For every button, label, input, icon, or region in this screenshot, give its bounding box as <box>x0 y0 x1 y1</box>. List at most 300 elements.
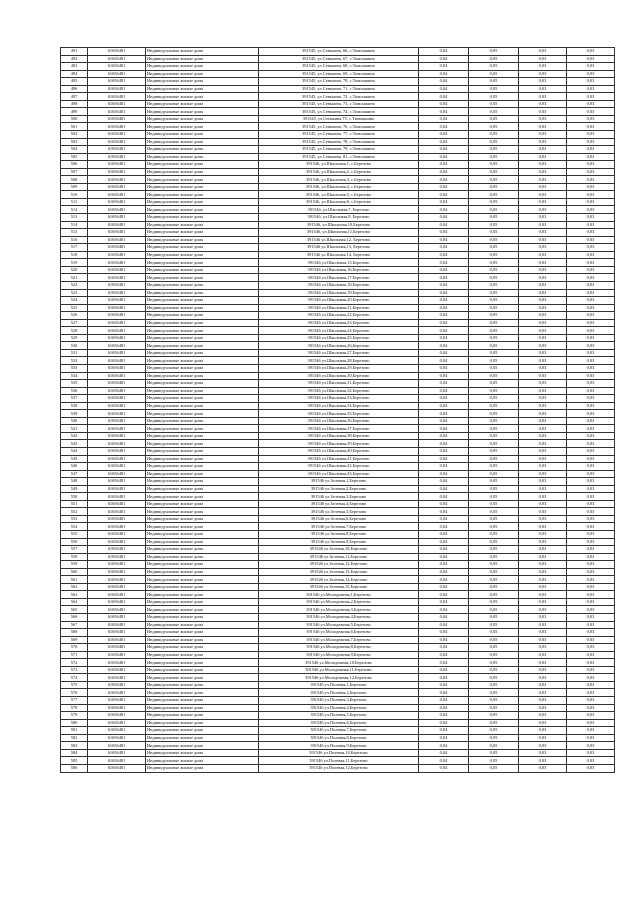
table-row <box>61 183 615 191</box>
row-address: 391546 ул.Школьная,43,Березово <box>259 470 419 478</box>
row-value-1: 0,04 <box>419 266 469 274</box>
row-value-2: 0,05 <box>469 191 519 199</box>
row-number: 500 <box>61 115 88 123</box>
row-value-3: 0,03 <box>519 764 567 772</box>
row-number: 578 <box>61 704 88 712</box>
row-number: 524 <box>61 297 88 305</box>
row-address: 391545, ул.Сенькина, 69, с.Тимошкино <box>259 70 419 78</box>
row-number: 581 <box>61 727 88 735</box>
row-value-1: 0,04 <box>419 764 469 772</box>
row-value-3: 0,03 <box>519 312 567 320</box>
row-number: 520 <box>61 266 88 274</box>
row-type: Индивидуальные жилые дома <box>146 493 259 501</box>
row-number: 559 <box>61 561 88 569</box>
row-address: 391546 ул.Зеленая,6,Березово <box>259 515 419 523</box>
row-type: Индивидуальные жилые дома <box>146 364 259 372</box>
row-value-2: 0,05 <box>469 387 519 395</box>
row-code: 61656481 <box>88 281 146 289</box>
row-value-3: 0,03 <box>519 659 567 667</box>
row-type: Индивидуальные жилые дома <box>146 214 259 222</box>
row-number: 552 <box>61 508 88 516</box>
row-number: 583 <box>61 742 88 750</box>
table-row <box>61 229 615 237</box>
row-value-2: 0,05 <box>469 455 519 463</box>
row-code: 61656481 <box>88 168 146 176</box>
table-row <box>61 357 615 365</box>
row-value-1: 0,04 <box>419 666 469 674</box>
row-value-4: 0,03 <box>567 470 615 478</box>
row-value-2: 0,05 <box>469 515 519 523</box>
row-address: 391546 ул.Школьная,37,Березово <box>259 425 419 433</box>
row-type: Индивидуальные жилые дома <box>146 372 259 380</box>
table-row <box>61 364 615 372</box>
row-address: 391546 ул.Школьная,33,Березово <box>259 395 419 403</box>
row-type: Индивидуальные жилые дома <box>146 274 259 282</box>
row-code: 61656481 <box>88 719 146 727</box>
row-number: 497 <box>61 93 88 101</box>
row-value-1: 0,04 <box>419 395 469 403</box>
row-value-2: 0,05 <box>469 304 519 312</box>
row-code: 61656481 <box>88 629 146 637</box>
row-number: 573 <box>61 666 88 674</box>
row-value-1: 0,04 <box>419 259 469 267</box>
row-value-3: 0,03 <box>519 697 567 705</box>
table-row <box>61 546 615 554</box>
row-value-1: 0,04 <box>419 93 469 101</box>
table-row <box>61 312 615 320</box>
row-address: 391545, ул.Сенькина,75, с.Тимошкино <box>259 115 419 123</box>
table-row <box>61 478 615 486</box>
row-code: 61656481 <box>88 85 146 93</box>
row-code: 61656481 <box>88 447 146 455</box>
row-value-1: 0,04 <box>419 297 469 305</box>
row-value-2: 0,05 <box>469 614 519 622</box>
table-row <box>61 561 615 569</box>
row-value-2: 0,05 <box>469 500 519 508</box>
row-value-4: 0,03 <box>567 629 615 637</box>
row-number: 565 <box>61 606 88 614</box>
row-value-4: 0,03 <box>567 281 615 289</box>
row-address: 391546 ул.Зеленая,11,Березово <box>259 553 419 561</box>
row-code: 61656481 <box>88 681 146 689</box>
row-type: Индивидуальные жилые дома <box>146 229 259 237</box>
row-number: 527 <box>61 319 88 327</box>
row-value-2: 0,05 <box>469 523 519 531</box>
row-value-2: 0,05 <box>469 312 519 320</box>
row-value-1: 0,04 <box>419 289 469 297</box>
row-type: Индивидуальные жилые дома <box>146 659 259 667</box>
row-code: 61656481 <box>88 500 146 508</box>
row-code: 61656481 <box>88 666 146 674</box>
row-value-4: 0,03 <box>567 161 615 169</box>
row-code: 61656481 <box>88 644 146 652</box>
row-value-2: 0,05 <box>469 734 519 742</box>
row-value-4: 0,03 <box>567 387 615 395</box>
row-type: Индивидуальные жилые дома <box>146 704 259 712</box>
row-type: Индивидуальные жилые дома <box>146 387 259 395</box>
row-value-3: 0,03 <box>519 153 567 161</box>
row-value-4: 0,03 <box>567 666 615 674</box>
row-value-1: 0,04 <box>419 606 469 614</box>
row-value-2: 0,05 <box>469 153 519 161</box>
table-row <box>61 100 615 108</box>
row-value-1: 0,04 <box>419 410 469 418</box>
row-number: 513 <box>61 214 88 222</box>
row-address: 391546 ул.Молодежная,4,Березово <box>259 614 419 622</box>
row-value-4: 0,03 <box>567 274 615 282</box>
row-address: 391546 ул.Зеленая,2,Березово <box>259 485 419 493</box>
row-value-3: 0,03 <box>519 108 567 116</box>
row-code: 61656481 <box>88 757 146 765</box>
row-type: Индивидуальные жилые дома <box>146 297 259 305</box>
row-code: 61656481 <box>88 183 146 191</box>
row-address: 391546, ул.Школьная,11,Березово <box>259 229 419 237</box>
row-code: 61656481 <box>88 463 146 471</box>
row-type: Индивидуальные жилые дома <box>146 289 259 297</box>
row-address: 391546 ул.Школьная,42,Березово <box>259 463 419 471</box>
row-value-4: 0,03 <box>567 334 615 342</box>
row-value-2: 0,05 <box>469 380 519 388</box>
row-value-3: 0,03 <box>519 704 567 712</box>
row-code: 61656481 <box>88 78 146 86</box>
row-type: Индивидуальные жилые дома <box>146 417 259 425</box>
row-address: 391546 ул.Зеленая,15,Березово <box>259 583 419 591</box>
row-code: 61656481 <box>88 364 146 372</box>
row-value-3: 0,03 <box>519 546 567 554</box>
row-number: 558 <box>61 553 88 561</box>
row-number: 557 <box>61 546 88 554</box>
table-body <box>61 48 615 773</box>
row-address: 391546 ул.Полевая,9,Березово <box>259 742 419 750</box>
row-value-3: 0,03 <box>519 93 567 101</box>
row-code: 61656481 <box>88 387 146 395</box>
row-value-4: 0,03 <box>567 266 615 274</box>
row-value-1: 0,04 <box>419 493 469 501</box>
row-value-4: 0,03 <box>567 463 615 471</box>
row-value-2: 0,05 <box>469 342 519 350</box>
row-value-3: 0,03 <box>519 349 567 357</box>
row-value-4: 0,03 <box>567 478 615 486</box>
table-row <box>61 168 615 176</box>
row-code: 61656481 <box>88 425 146 433</box>
row-type: Индивидуальные жилые дома <box>146 319 259 327</box>
table-row <box>61 304 615 312</box>
row-value-1: 0,04 <box>419 712 469 720</box>
row-code: 61656481 <box>88 380 146 388</box>
row-value-4: 0,03 <box>567 319 615 327</box>
row-number: 499 <box>61 108 88 116</box>
row-number: 567 <box>61 621 88 629</box>
row-value-2: 0,05 <box>469 636 519 644</box>
row-address: 391546 ул.Школьная,31,Березово <box>259 380 419 388</box>
row-value-3: 0,03 <box>519 206 567 214</box>
row-value-3: 0,03 <box>519 372 567 380</box>
row-address: 391546 ул.Полевая,2,Березово <box>259 689 419 697</box>
row-value-4: 0,03 <box>567 115 615 123</box>
row-address: 391546, ул.Школьная,1, с.Березово <box>259 161 419 169</box>
row-type: Индивидуальные жилые дома <box>146 712 259 720</box>
table-row <box>61 221 615 229</box>
row-value-2: 0,05 <box>469 463 519 471</box>
row-type: Индивидуальные жилые дома <box>146 115 259 123</box>
row-value-1: 0,04 <box>419 417 469 425</box>
row-value-4: 0,03 <box>567 531 615 539</box>
row-value-3: 0,03 <box>519 281 567 289</box>
row-address: 391546 ул.Зеленая,7,Березово <box>259 523 419 531</box>
row-value-3: 0,03 <box>519 568 567 576</box>
row-code: 61656481 <box>88 485 146 493</box>
row-value-3: 0,03 <box>519 78 567 86</box>
row-value-1: 0,04 <box>419 153 469 161</box>
row-value-1: 0,04 <box>419 183 469 191</box>
table-row <box>61 749 615 757</box>
row-address: 391546 ул.Школьная,39,Березово <box>259 440 419 448</box>
row-value-3: 0,03 <box>519 598 567 606</box>
row-address: 391545, ул.Сенькина, 71, с.Тимошкино <box>259 85 419 93</box>
table-row <box>61 515 615 523</box>
row-number: 544 <box>61 447 88 455</box>
row-type: Индивидуальные жилые дома <box>146 749 259 757</box>
row-code: 61656481 <box>88 576 146 584</box>
row-value-1: 0,04 <box>419 651 469 659</box>
row-code: 61656481 <box>88 48 146 56</box>
row-type: Индивидуальные жилые дома <box>146 500 259 508</box>
row-type: Индивидуальные жилые дома <box>146 651 259 659</box>
row-number: 507 <box>61 168 88 176</box>
row-value-2: 0,05 <box>469 108 519 116</box>
row-value-4: 0,03 <box>567 440 615 448</box>
row-value-4: 0,03 <box>567 757 615 765</box>
row-number: 519 <box>61 259 88 267</box>
row-number: 522 <box>61 281 88 289</box>
row-address: 391546 ул.Полевая,3,Березово <box>259 697 419 705</box>
table-row <box>61 206 615 214</box>
row-number: 548 <box>61 478 88 486</box>
row-code: 61656481 <box>88 515 146 523</box>
row-code: 61656481 <box>88 131 146 139</box>
row-value-4: 0,03 <box>567 598 615 606</box>
row-number: 505 <box>61 153 88 161</box>
row-address: 391546, ул.Школьная,10,Березово <box>259 221 419 229</box>
row-value-4: 0,03 <box>567 749 615 757</box>
row-address: 391546 ул.Зеленая,8,Березово <box>259 531 419 539</box>
row-value-1: 0,04 <box>419 614 469 622</box>
row-value-2: 0,05 <box>469 229 519 237</box>
row-number: 493 <box>61 63 88 71</box>
row-code: 61656481 <box>88 508 146 516</box>
row-value-4: 0,03 <box>567 591 615 599</box>
row-value-3: 0,03 <box>519 463 567 471</box>
row-value-4: 0,03 <box>567 206 615 214</box>
row-value-3: 0,03 <box>519 357 567 365</box>
row-number: 535 <box>61 380 88 388</box>
row-number: 537 <box>61 395 88 403</box>
row-value-3: 0,03 <box>519 319 567 327</box>
row-number: 576 <box>61 689 88 697</box>
row-type: Индивидуальные жилые дома <box>146 402 259 410</box>
table-row <box>61 70 615 78</box>
row-code: 61656481 <box>88 229 146 237</box>
row-value-2: 0,05 <box>469 100 519 108</box>
row-type: Индивидуальные жилые дома <box>146 342 259 350</box>
row-value-2: 0,05 <box>469 274 519 282</box>
row-address: 391545, ул.Сенькина, 70, с.Тимошкино <box>259 78 419 86</box>
row-value-2: 0,05 <box>469 236 519 244</box>
row-value-4: 0,03 <box>567 432 615 440</box>
row-value-1: 0,04 <box>419 334 469 342</box>
row-value-4: 0,03 <box>567 85 615 93</box>
row-value-3: 0,03 <box>519 161 567 169</box>
row-address: 391546 ул.Полевая,4,Березово <box>259 704 419 712</box>
row-number: 570 <box>61 644 88 652</box>
row-address: 391546 ул.Зеленая,12,Березово <box>259 561 419 569</box>
row-value-3: 0,03 <box>519 447 567 455</box>
row-value-4: 0,03 <box>567 70 615 78</box>
row-number: 569 <box>61 636 88 644</box>
row-value-4: 0,03 <box>567 297 615 305</box>
row-value-3: 0,03 <box>519 553 567 561</box>
row-value-3: 0,03 <box>519 651 567 659</box>
row-value-1: 0,04 <box>419 576 469 584</box>
table-row <box>61 742 615 750</box>
row-type: Индивидуальные жилые дома <box>146 183 259 191</box>
row-type: Индивидуальные жилые дома <box>146 78 259 86</box>
table-row <box>61 395 615 403</box>
table-row <box>61 689 615 697</box>
row-number: 492 <box>61 55 88 63</box>
row-value-4: 0,03 <box>567 100 615 108</box>
row-value-1: 0,04 <box>419 742 469 750</box>
row-address: 391546 ул.Полевая,1,Березово <box>259 681 419 689</box>
row-type: Индивидуальные жилые дома <box>146 644 259 652</box>
row-type: Индивидуальные жилые дома <box>146 168 259 176</box>
row-code: 61656481 <box>88 591 146 599</box>
row-value-3: 0,03 <box>519 387 567 395</box>
row-number: 517 <box>61 244 88 252</box>
row-value-1: 0,04 <box>419 123 469 131</box>
row-type: Индивидуальные жилые дома <box>146 455 259 463</box>
row-address: 391546, ул.Школьная,6, с.Березово <box>259 198 419 206</box>
row-type: Индивидуальные жилые дома <box>146 719 259 727</box>
row-number: 502 <box>61 131 88 139</box>
row-code: 61656481 <box>88 123 146 131</box>
row-value-2: 0,05 <box>469 131 519 139</box>
table-row <box>61 259 615 267</box>
row-value-3: 0,03 <box>519 380 567 388</box>
row-value-1: 0,04 <box>419 659 469 667</box>
row-type: Индивидуальные жилые дома <box>146 334 259 342</box>
row-address: 391546 ул.Школьная,24,Березово <box>259 327 419 335</box>
row-value-2: 0,05 <box>469 289 519 297</box>
table-row <box>61 123 615 131</box>
row-number: 528 <box>61 327 88 335</box>
row-code: 61656481 <box>88 395 146 403</box>
row-number: 577 <box>61 697 88 705</box>
row-code: 61656481 <box>88 583 146 591</box>
row-address: 391546 ул.Полевая,12,Березово <box>259 764 419 772</box>
table-row <box>61 493 615 501</box>
row-code: 61656481 <box>88 523 146 531</box>
row-address: 391546 ул.Зеленая,3,Березово <box>259 493 419 501</box>
row-code: 61656481 <box>88 221 146 229</box>
row-value-3: 0,03 <box>519 304 567 312</box>
row-type: Индивидуальные жилые дома <box>146 100 259 108</box>
row-value-4: 0,03 <box>567 719 615 727</box>
row-value-1: 0,04 <box>419 704 469 712</box>
row-code: 61656481 <box>88 327 146 335</box>
row-value-4: 0,03 <box>567 742 615 750</box>
row-number: 580 <box>61 719 88 727</box>
row-type: Индивидуальные жилые дома <box>146 463 259 471</box>
row-value-3: 0,03 <box>519 214 567 222</box>
row-code: 61656481 <box>88 93 146 101</box>
row-address: 391546 ул.Полевая,11,Березово <box>259 757 419 765</box>
row-value-3: 0,03 <box>519 289 567 297</box>
row-address: 391546 ул.Зеленая,4,Березово <box>259 500 419 508</box>
row-value-1: 0,04 <box>419 538 469 546</box>
row-value-4: 0,03 <box>567 674 615 682</box>
row-type: Индивидуальные жилые дома <box>146 259 259 267</box>
table-row <box>61 508 615 516</box>
row-number: 549 <box>61 485 88 493</box>
row-code: 61656481 <box>88 432 146 440</box>
row-value-4: 0,03 <box>567 259 615 267</box>
row-value-4: 0,03 <box>567 523 615 531</box>
row-value-4: 0,03 <box>567 659 615 667</box>
table-row <box>61 319 615 327</box>
table-row <box>61 417 615 425</box>
row-value-4: 0,03 <box>567 214 615 222</box>
row-value-3: 0,03 <box>519 644 567 652</box>
row-code: 61656481 <box>88 236 146 244</box>
row-number: 530 <box>61 342 88 350</box>
row-value-2: 0,05 <box>469 55 519 63</box>
row-code: 61656481 <box>88 274 146 282</box>
row-type: Индивидуальные жилые дома <box>146 206 259 214</box>
table-row <box>61 455 615 463</box>
row-value-3: 0,03 <box>519 176 567 184</box>
table-row <box>61 697 615 705</box>
row-address: 391546 ул.Школьная,20,Березово <box>259 297 419 305</box>
table-row <box>61 591 615 599</box>
row-code: 61656481 <box>88 764 146 772</box>
row-type: Индивидуальные жилые дома <box>146 357 259 365</box>
row-value-4: 0,03 <box>567 191 615 199</box>
row-value-2: 0,05 <box>469 553 519 561</box>
row-value-3: 0,03 <box>519 138 567 146</box>
table-row <box>61 48 615 56</box>
table-row <box>61 380 615 388</box>
row-value-1: 0,04 <box>419 146 469 154</box>
table-row <box>61 568 615 576</box>
row-address: 391546 ул.Школьная,18,Березово <box>259 281 419 289</box>
row-value-2: 0,05 <box>469 561 519 569</box>
row-value-2: 0,05 <box>469 297 519 305</box>
row-type: Индивидуальные жилые дома <box>146 312 259 320</box>
row-value-4: 0,03 <box>567 734 615 742</box>
row-type: Индивидуальные жилые дома <box>146 757 259 765</box>
row-value-4: 0,03 <box>567 538 615 546</box>
row-address: 391545, ул.Сенькина, 67, с.Тимошкино <box>259 55 419 63</box>
row-value-3: 0,03 <box>519 297 567 305</box>
row-value-3: 0,03 <box>519 168 567 176</box>
row-code: 61656481 <box>88 357 146 365</box>
row-value-2: 0,05 <box>469 395 519 403</box>
row-value-1: 0,04 <box>419 357 469 365</box>
row-address: 391546, ул.Школьная,2, с.Березово <box>259 168 419 176</box>
row-type: Индивидуальные жилые дома <box>146 191 259 199</box>
row-code: 61656481 <box>88 455 146 463</box>
